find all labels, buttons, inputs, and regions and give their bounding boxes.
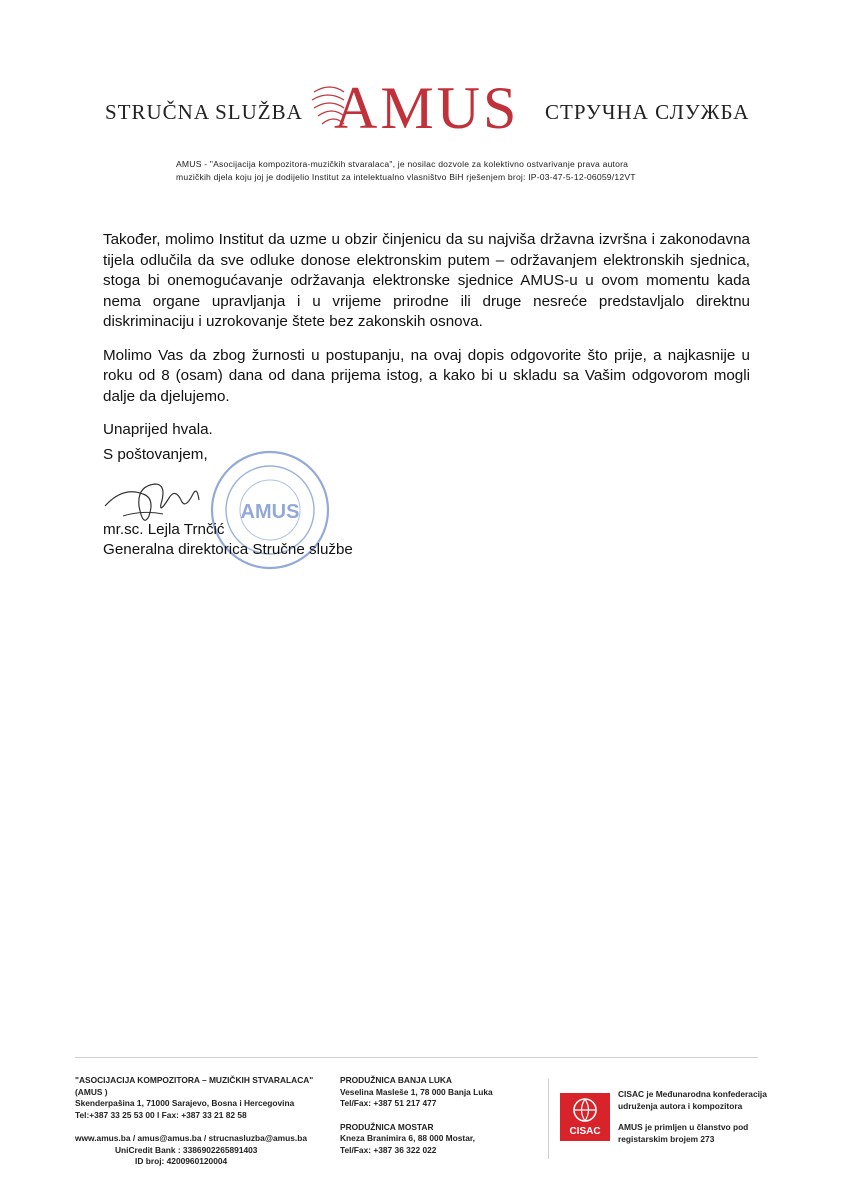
footer-mo-phone: Tel/Fax: +387 36 322 022 <box>340 1144 437 1155</box>
stamp-text: AMUS <box>240 501 300 523</box>
cisac-logo <box>560 1093 610 1141</box>
license-notice <box>176 158 696 184</box>
footer-id: ID broj: 4200960120004 <box>135 1156 228 1166</box>
footer-bank: UniCredit Bank : 3386902265891403 <box>115 1144 258 1155</box>
cisac-line-1: CISAC je Međunarodna konfederacija <box>618 1089 767 1099</box>
footer-divider <box>75 1057 758 1058</box>
regards-line: S poštovanjem, <box>103 446 208 463</box>
license-line-1: AMUS - "Asocijacija kompozitora-muzičkih stvaralaca", je nosilac dozvole za kolektivno ostvarivanje prava autora <box>176 159 629 169</box>
footer-bl-title: PRODUŽNICA BANJA LUKA <box>340 1075 452 1085</box>
header-left-title: STRUČNA SLUŽBA <box>105 100 303 124</box>
footer-web[interactable]: www.amus.ba / amus@amus.ba / strucnasluzba@amus.ba <box>75 1133 307 1143</box>
footer-mo-title: PRODUŽNICA MOSTAR <box>340 1121 434 1132</box>
header-right-title: СТРУЧНА СЛУЖБА <box>545 100 750 124</box>
footer-bl-address: Veselina Masleše 1, 78 000 Banja Luka <box>340 1086 493 1097</box>
cisac-line-4: registarskim brojem 273 <box>618 1133 715 1144</box>
footer-contact-main <box>75 1075 325 1168</box>
cisac-line-3: AMUS je primljen u članstvo pod <box>618 1122 749 1132</box>
letter-body <box>103 230 750 454</box>
letterhead <box>0 75 848 148</box>
logo-wordmark: AMUS <box>334 75 520 141</box>
cisac-line-2: udruženja autora i kompozitora <box>618 1100 743 1111</box>
body-paragraph-2: Molimo Vas da zbog žurnosti u postupanju, na ovaj dopis odgovorite što prije, a najkasnije u roku od 8 (osam) dana od dana prijema istog, a kako bi u skladu sa Vašim odgovorom mogli dalje da djelujemo. <box>103 346 750 405</box>
amus-logo <box>310 75 520 142</box>
cisac-logo-label: CISAC <box>569 1125 601 1137</box>
footer-branches <box>340 1075 530 1156</box>
footer-column-divider <box>548 1079 549 1159</box>
footer-mo-address: Kneza Branimira 6, 88 000 Mostar, <box>340 1133 475 1143</box>
footer-bl-phone: Tel/Fax: +387 51 217 477 <box>340 1098 437 1108</box>
signature-block <box>103 446 403 586</box>
footer-org: "ASOCIJACIJA KOMPOZITORA – MUZIČKIH STVARALACA" (AMUS ) <box>75 1075 314 1097</box>
body-paragraph-1: Također, molimo Institut da uzme u obzir činjenicu da su najviša državna izvršna i zakonodavna tijela odlučila da sve odluke donose elektronskim putem – održavanjem elektronskih sjednica, stoga bi onemogućavanje održavanja elektronske sjednice AMUS-u u ovom momentu kada nema organe upravljanja i u vrijeme prirodne ili druge nesreće predstavljalo direktnu diskriminaciju i uzrokovanje štete bez zakonskih osnova. <box>103 231 750 330</box>
stamp-icon <box>208 448 338 578</box>
footer <box>0 1075 848 1165</box>
footer-cisac-info <box>618 1089 778 1145</box>
thanks-line: Unaprijed hvala. <box>103 421 213 438</box>
footer-phone: Tel:+387 33 25 53 00 l Fax: +387 33 21 82 58 <box>75 1109 247 1120</box>
license-line-2: muzičkih djela koju joj je dodijelio Institut za intelektualno vlasništvo BiH rješenjem broj: IP-03-47-5-12-06059/12VT <box>176 172 636 182</box>
cisac-globe-icon <box>560 1093 610 1127</box>
signatory-role: Generalna direktorica Stručne službe <box>103 541 353 558</box>
footer-address: Skenderpašina 1, 71000 Sarajevo, Bosna i Hercegovina <box>75 1098 295 1108</box>
signatory-name: mr.sc. Lejla Trnčić <box>103 521 225 538</box>
